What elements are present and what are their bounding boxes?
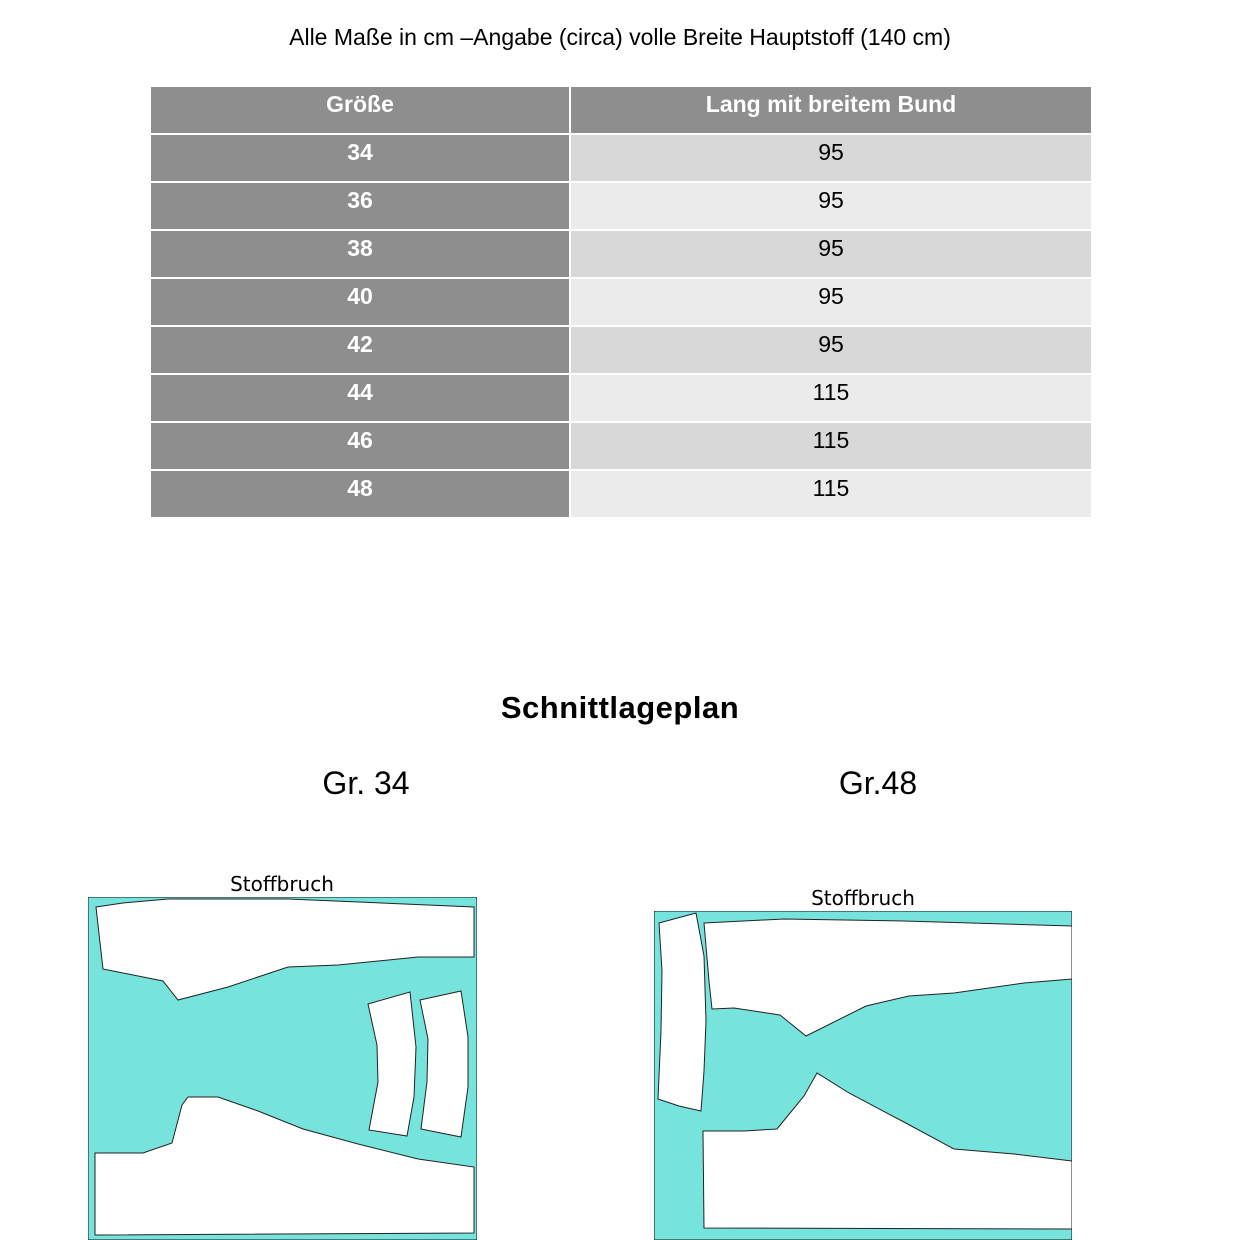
pattern-piece-waistband bbox=[658, 913, 706, 1111]
size-cell: 36 bbox=[150, 182, 570, 230]
length-cell: 95 bbox=[570, 182, 1092, 230]
column-header-length: Lang mit breitem Bund bbox=[570, 86, 1092, 134]
table-row bbox=[150, 470, 1092, 518]
length-cell: 115 bbox=[570, 422, 1092, 470]
table-row bbox=[150, 230, 1092, 278]
length-cell: 95 bbox=[570, 134, 1092, 182]
fold-label-left: Stoffbruch bbox=[230, 872, 334, 896]
table-row bbox=[150, 182, 1092, 230]
fold-label-right: Stoffbruch bbox=[811, 886, 915, 910]
size-cell: 40 bbox=[150, 278, 570, 326]
size-cell: 38 bbox=[150, 230, 570, 278]
size-cell: 46 bbox=[150, 422, 570, 470]
size-cell: 48 bbox=[150, 470, 570, 518]
length-cell: 115 bbox=[570, 470, 1092, 518]
size-cell: 42 bbox=[150, 326, 570, 374]
pattern-piece-waistband-2 bbox=[420, 991, 468, 1137]
cutting-plan-title: Schnittlageplan bbox=[500, 690, 740, 725]
length-cell: 115 bbox=[570, 374, 1092, 422]
table-row bbox=[150, 422, 1092, 470]
table-row bbox=[150, 326, 1092, 374]
size-cell: 34 bbox=[150, 134, 570, 182]
table-row bbox=[150, 374, 1092, 422]
length-cell: 95 bbox=[570, 278, 1092, 326]
length-cell: 95 bbox=[570, 326, 1092, 374]
column-header-size: Größe bbox=[150, 86, 570, 134]
table-row bbox=[150, 278, 1092, 326]
table-row bbox=[150, 134, 1092, 182]
length-cell: 95 bbox=[570, 230, 1092, 278]
size-label-left: Gr. 34 bbox=[322, 765, 410, 801]
size-table bbox=[149, 85, 1093, 519]
cutting-layout-right bbox=[654, 911, 1072, 1240]
measurement-note: Alle Maße in cm –Angabe (circa) volle Breite Hauptstoff (140 cm) bbox=[289, 24, 951, 50]
size-label-right: Gr.48 bbox=[838, 765, 918, 801]
table-header-row bbox=[150, 86, 1092, 134]
size-cell: 44 bbox=[150, 374, 570, 422]
cutting-layout-left bbox=[88, 897, 477, 1240]
